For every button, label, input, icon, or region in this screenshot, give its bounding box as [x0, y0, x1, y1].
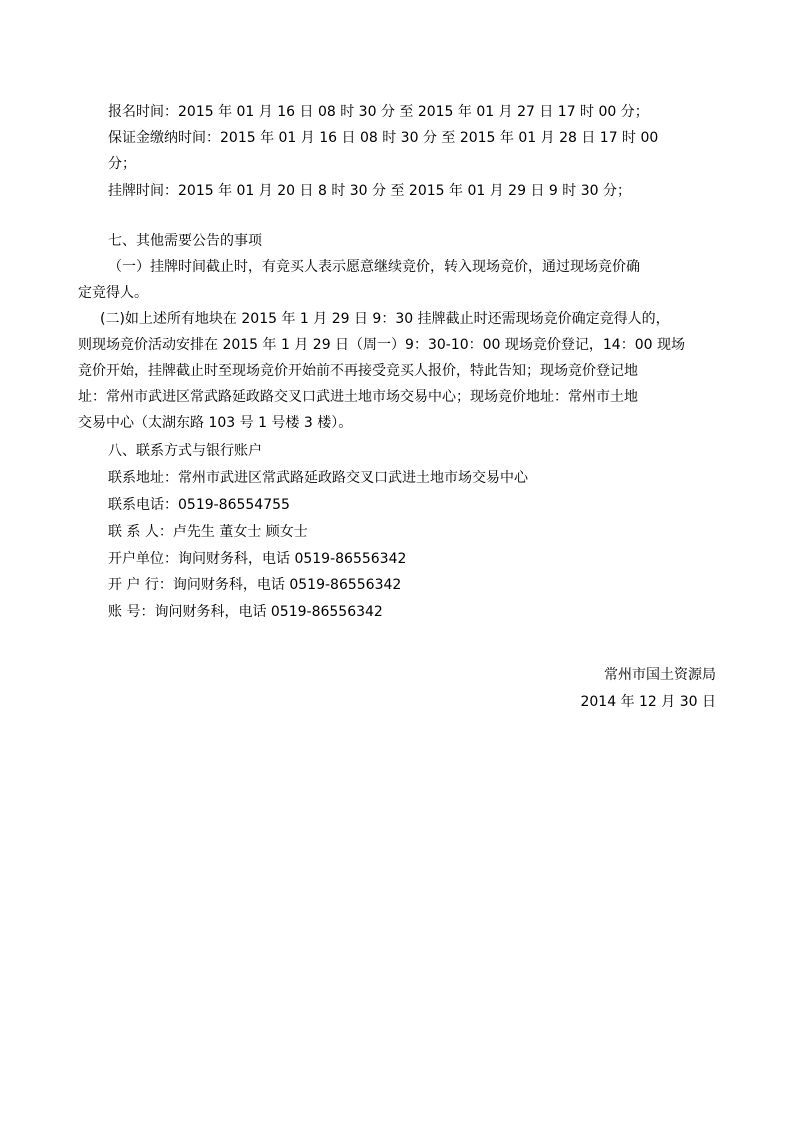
signature-org: 常州市国土资源局 [604, 667, 716, 683]
signup-time-line: 报名时间：2015 年 01 月 16 日 08 时 30 分 至 2015 年 01 月 27 日 17 时 00 分； [108, 104, 649, 120]
item-two-line-1: (二)如上述所有地块在 2015 年 1 月 29 日 9：30 挂牌截止时还需现场竞价确定竞得人的， [100, 311, 670, 327]
item-two-line-2: 则现场竞价活动安排在 2015 年 1 月 29 日（周一）9：30-10：00 现场竞价登记，14：00 现场 [78, 337, 685, 353]
signature-date: 2014 年 12 月 30 日 [580, 694, 716, 710]
account-number: 账 号：询问财务科，电话 0519-86556342 [108, 604, 383, 620]
listing-time-line: 挂牌时间：2015 年 01 月 20 日 8 时 30 分 至 2015 年 01 月 29 日 9 时 30 分； [108, 183, 631, 199]
deposit-time-line-cont: 分； [108, 156, 136, 172]
item-two-line-5: 交易中心（太湖东路 103 号 1 号楼 3 楼）。 [78, 415, 353, 431]
contact-persons: 联 系 人：卢先生 董女士 顾女士 [108, 524, 308, 540]
item-one-line-2: 定竞得人。 [78, 285, 148, 301]
item-two-line-4: 址：常州市武进区常武路延政路交叉口武进土地市场交易中心；现场竞价地址：常州市土地 [78, 389, 638, 405]
item-two-line-3: 竞价开始，挂牌截止时至现场竞价开始前不再接受竞买人报价，特此告知；现场竞价登记地 [78, 363, 638, 379]
section-eight-heading: 八、联系方式与银行账户 [108, 443, 262, 459]
account-bank: 开 户 行：询问财务科，电话 0519-86556342 [108, 577, 402, 593]
item-one-line-1: （一）挂牌时间截止时，有竞买人表示愿意继续竞价，转入现场竞价，通过现场竞价确 [108, 259, 640, 275]
section-seven-heading: 七、其他需要公告的事项 [108, 233, 262, 249]
account-holder: 开户单位：询问财务科，电话 0519-86556342 [108, 551, 407, 567]
contact-phone: 联系电话：0519-86554755 [108, 497, 290, 513]
contact-address: 联系地址：常州市武进区常武路延政路交叉口武进土地市场交易中心 [108, 470, 528, 486]
deposit-time-line: 保证金缴纳时间：2015 年 01 月 16 日 08 时 30 分 至 2015 年 01 月 28 日 17 时 00 [108, 130, 659, 146]
